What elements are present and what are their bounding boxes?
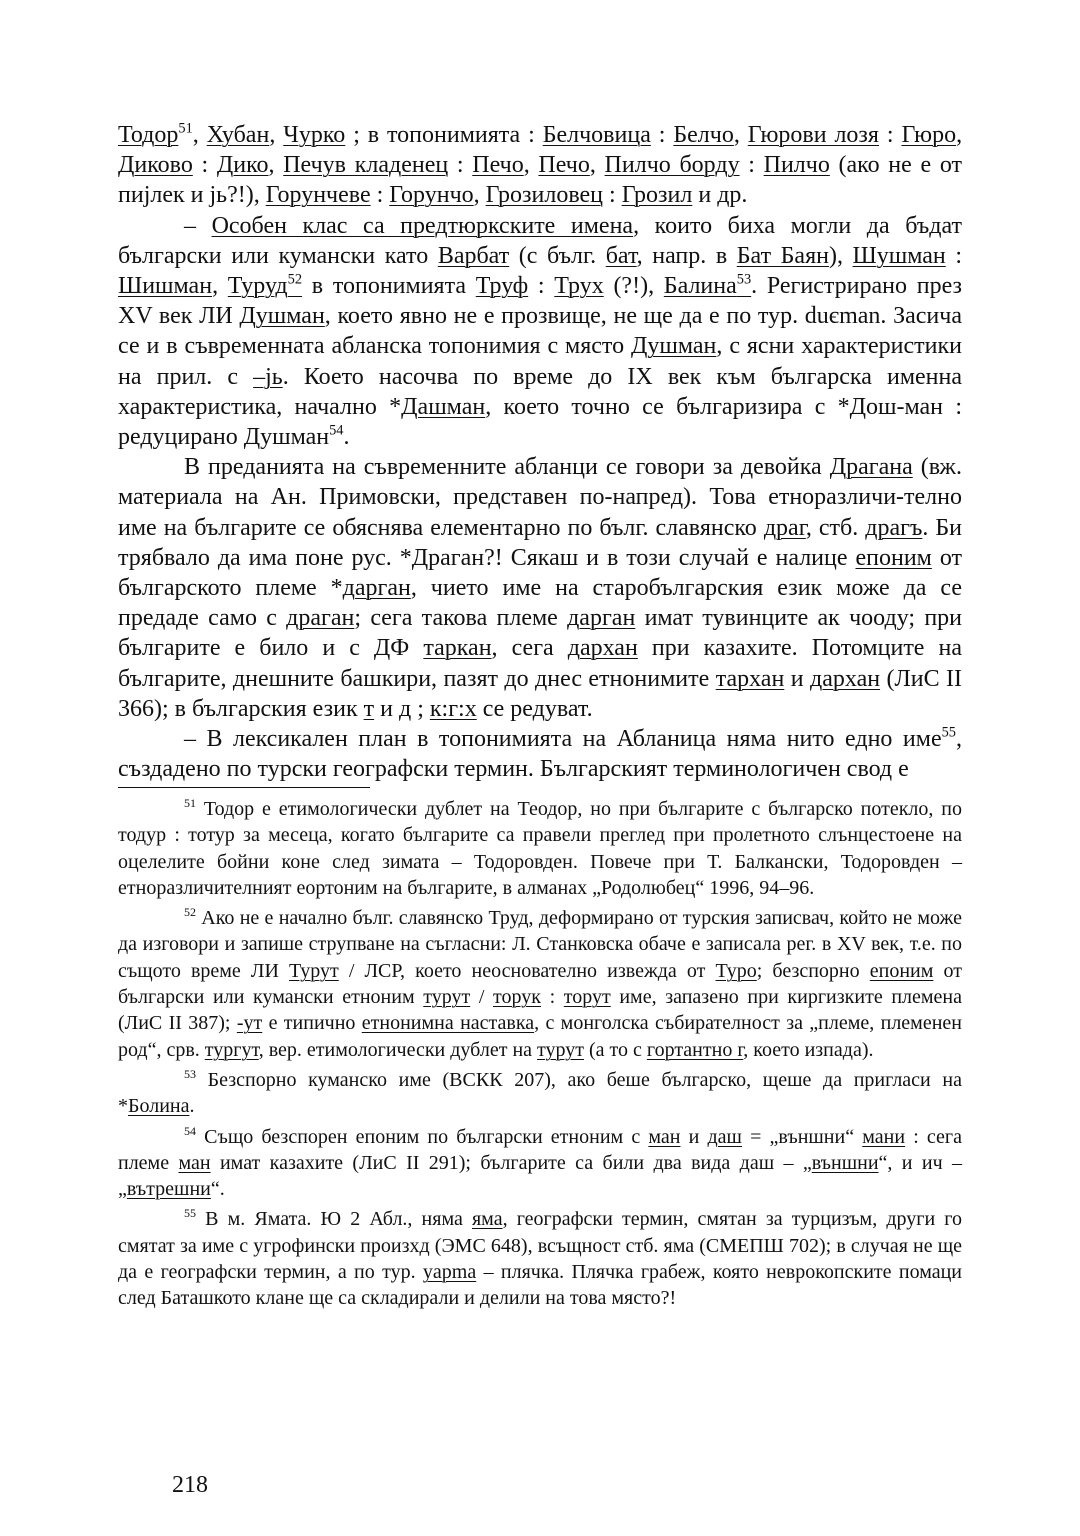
underlined-term: дархан	[567, 635, 638, 662]
footnote-54: $^{54}$ Също безспорен епоним по български етноним с ман и даш = „външни“ мани : сега племе ман имат казахите (ЛиС II 291); българите са били два вида даш – „външни“, и ич – „вътрешни“.	[118, 1123, 963, 1201]
footnote-number: 54	[184, 1123, 196, 1138]
underlined-term: бат	[605, 242, 637, 269]
paragraph-1: Тодор$^{51}$, Хубан, Чурко ; в топонимията : Белчовица : Белчо, Гюрови лозя : Гюро, Диково : Дико, Печув кладенец : Печо, Печо, Пилчо борду : Пилчо (ако не е от пијлек и јь?!), Горунчеве : Горунчо, Грозиловец : Грозил и др.	[118, 120, 963, 209]
footnote-number: 52	[184, 905, 196, 920]
footnote-53: $^{53}$ Безспорно куманско име (ВСКК 207), ако беше българско, щеше да приглаcи на *Болина.	[118, 1067, 962, 1118]
footnote-ref-51[interactable]: 51	[178, 120, 193, 137]
footnote-ref-52[interactable]: 52	[287, 271, 303, 288]
underlined-term: епоним	[855, 544, 932, 571]
underlined-term: вътрешни	[126, 1178, 211, 1201]
underlined-term: –јь	[253, 363, 283, 390]
underlined-term: Белчовица	[542, 122, 651, 148]
footnote-ref-55[interactable]: 55	[941, 724, 956, 741]
underlined-term: торук	[493, 986, 541, 1009]
paragraph-3: В преданията на съвременните абланци се говори за девойка Драгана (вж. материала на Ан. Примовски, представен по-напред). Това етноразличи-телно име на българите се обяснява елементарно по бълг. славянско драг, стб. драгъ. Би трябвало да има поне рус. *Драган?! Сякаш и в този случай е налице епоним от българското племе *дарган, чието име на старобългарския език може да се предаде само с драган; сега такова племе дарган имат тувинците ак чооду; при българите е било и с ДФ таркан, сега дархан при казахите. Потомците на българите, днешните башкири, пазят до днес етнонимите тархан и дархан (ЛиС II 366); в българския език т и д ; к:г:х се редуват.	[118, 454, 963, 722]
underlined-term: Душман	[239, 303, 325, 330]
underlined-term: Грозил	[621, 182, 693, 209]
underlined-term: Балина	[663, 273, 737, 300]
underlined-term: дарган	[567, 605, 636, 632]
underlined-term: турут	[537, 1038, 584, 1061]
underlined-term: Пилчо борду	[604, 152, 740, 179]
underlined-term: Трух	[554, 273, 604, 300]
footnotes	[118, 796, 962, 1316]
underlined-term: мани	[862, 1125, 906, 1148]
underlined-term: Гюрови лозя	[747, 122, 879, 148]
footnote-number: 51	[184, 796, 196, 811]
underlined-term: драган	[286, 605, 355, 632]
underlined-term: торут	[563, 986, 611, 1009]
underlined-term: Болина	[128, 1095, 190, 1118]
underlined-term: Горунчо	[389, 182, 474, 209]
underlined-term: турут	[423, 986, 471, 1009]
footnote-55: $^{55}$ В м. Ямата. Ю 2 Абл., няма яма, географски термин, смятан за турцизъм, други го смятат за име с угрофински произхд (ЭМС 648), всъщност стб. яма (СМЕПШ 702); в случая не ще да е географски термин, а по тур. yapma – плячка. Плячка грабеж, която неврокопските помаци след Баташкото клане ще са складирали и делили на това място?!	[118, 1206, 962, 1310]
underlined-term: д	[398, 695, 412, 722]
underlined-term: yapma	[422, 1261, 477, 1284]
underlined-term: Бат Баян	[736, 242, 829, 269]
underlined-term: даш	[707, 1125, 742, 1148]
underlined-term: Печо	[472, 152, 524, 179]
underlined-term: Горунчеве	[265, 182, 371, 209]
underlined-term: драгъ	[865, 514, 923, 541]
paragraph-2: – Особен клас са предтюркските имена, които биха могли да бъдат български или кумански като Варбат (с бълг. бат, напр. в Бат Баян), Шушман : Шишман, Туруд$^{52}$ в топонимията Труф : Трух (?!), Балина$^{53}$. Регистрирано през XV век ЛИ Душман, което явно не е прозвище, не ще да е по тур. duєman. Засича се и в съвременната абланска топонимия с място Душман, с ясни характеристики на прил. с –јь. Което насочва по време до IX век към българска именна характеристика, начално *Дашман, което точно се българизира с *Дош-ман : редуцирано Душман$^{54}$.	[118, 212, 963, 451]
underlined-term: Турут	[289, 959, 339, 982]
underlined-term: Дико	[216, 152, 269, 179]
underlined-term: гортантно г	[646, 1038, 744, 1061]
underlined-term: -ут	[236, 1012, 263, 1035]
footnote-number: 55	[184, 1206, 196, 1221]
underlined-term: тархан	[715, 665, 785, 692]
underlined-term: Душман	[631, 333, 717, 360]
footnote-separator	[118, 787, 370, 788]
underlined-term: тургут	[204, 1038, 259, 1061]
underlined-term: таркан	[423, 635, 492, 662]
underlined-term: Хубан	[206, 122, 270, 148]
underlined-term: Грозиловец	[485, 182, 604, 209]
underlined-term: външни	[811, 1151, 879, 1174]
underlined-term: Шишман	[118, 273, 213, 300]
underlined-term: епоним	[869, 959, 934, 982]
page-number: 218	[172, 1472, 208, 1498]
underlined-term: етнонимна наставка	[361, 1012, 535, 1035]
underlined-term: Дашман	[401, 393, 486, 420]
underlined-term: Труф	[475, 273, 529, 300]
underlined-term: Диково	[118, 152, 193, 179]
underlined-term: Шушман	[852, 242, 946, 269]
underlined-term: ман	[648, 1125, 681, 1148]
footnote-ref-54[interactable]: 54	[329, 422, 344, 439]
underlined-term: Пилчо	[763, 152, 830, 179]
footnote-number: 53	[184, 1067, 196, 1082]
underlined-term: дархан	[810, 665, 881, 692]
underlined-term: Печув кладенец	[283, 152, 449, 179]
footnote-52: $^{52}$ Ако не е начално бълг. славянско Труд, деформирано от турския записвач, който не може да изговори и запише струпване на съгласни: Л. Станковска обаче е записала рег. в XV век, т.е. по същото време ЛИ Турут / ЛСР, което неоснователно извежда от Туро; безспорно епоним от български или кумански етноним турут / торук : торут име, запазено при киргизките племена (ЛиС II 387); -ут е типично етнонимна наставка, с монголска събирателност за „племе, племенен род“, срв. тургут, вер. етимологически дублет на турут (а то с гортантно г, което изпада).	[118, 905, 962, 1061]
main-text	[118, 120, 962, 784]
underlined-term: дарган	[342, 575, 411, 602]
footnote-51: $^{51}$ Тодор е етимологически дублет на Теодор, но при българите с българско потекло, по тодур : тотур за месеца, когато българите са правели преглед при пролетното слънцестоене на оцелелите бойни коне след зимата – Тодоровден. Повече при Т. Балкански, Тодоровден – етноразличителният еортоним на българите, в алманах „Родолюбец“ 1996, 94–96.	[118, 796, 962, 899]
underlined-term: ман	[178, 1151, 211, 1174]
underlined-term: Варбат	[437, 242, 510, 269]
underlined-term: Гюро	[901, 122, 957, 148]
underlined-term: к:г:х	[429, 695, 477, 722]
underlined-term: Туро	[715, 959, 757, 982]
underlined-term: Печо	[538, 152, 590, 179]
underlined-term: Чурко	[283, 122, 346, 148]
footnote-ref-53[interactable]: 53	[736, 271, 752, 288]
underlined-term: драг	[763, 514, 806, 541]
underlined-term: Белчо	[673, 122, 734, 148]
underlined-term: Драгана	[829, 454, 913, 481]
underlined-term: т	[363, 695, 375, 722]
underlined-term: Туруд	[227, 273, 288, 300]
paragraph-4: – В лексикален план в топонимията на Абланица няма нито едно име$^{55}$, създадено по турски географски термин. Българският терминологичен свод е	[118, 724, 962, 783]
underlined-term: Особен клас са предтюркските имена	[211, 212, 634, 239]
underlined-term: Тодор	[118, 122, 179, 148]
underlined-term: яма	[471, 1208, 503, 1231]
